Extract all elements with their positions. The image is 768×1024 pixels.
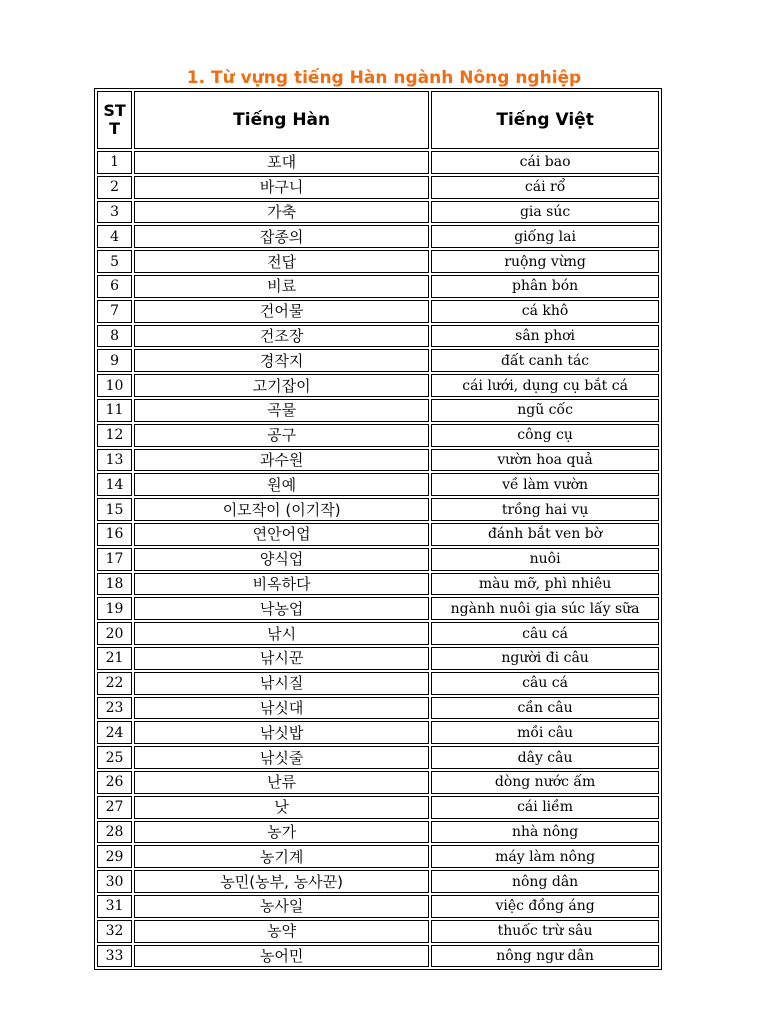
stt-cell: 2 [97,176,132,199]
table-row [97,225,659,248]
stt-cell: 17 [97,548,132,571]
vietnamese-cell: gia súc [431,201,659,224]
vietnamese-cell: câu cá [431,622,659,645]
stt-cell: 20 [97,622,132,645]
stt-cell: 28 [97,821,132,844]
table-row [97,424,659,447]
vietnamese-cell: giống lai [431,225,659,248]
korean-cell: 농약 [134,920,429,943]
vietnamese-cell: công cụ [431,424,659,447]
table-body [97,151,659,967]
korean-cell: 낚시꾼 [134,647,429,670]
vietnamese-cell: nông dân [431,870,659,893]
korean-cell: 바구니 [134,176,429,199]
vietnamese-cell: cái liềm [431,796,659,819]
vietnamese-cell: về làm vườn [431,473,659,496]
stt-cell: 10 [97,374,132,397]
stt-cell: 32 [97,920,132,943]
korean-cell: 농어민 [134,945,429,968]
stt-cell: 13 [97,449,132,472]
table-row [97,548,659,571]
table-row [97,870,659,893]
korean-cell: 이모작이 (이기작) [134,498,429,521]
vietnamese-cell: máy làm nông [431,845,659,868]
table-row [97,647,659,670]
stt-cell: 30 [97,870,132,893]
korean-cell: 고기잡이 [134,374,429,397]
korean-cell: 비옥하다 [134,573,429,596]
table-row [97,771,659,794]
table-row [97,721,659,744]
header-stt: STT [97,91,132,149]
vietnamese-cell: việc đồng áng [431,895,659,918]
korean-cell: 전답 [134,250,429,273]
stt-cell: 14 [97,473,132,496]
table-header-row [97,91,659,149]
table-row [97,151,659,174]
table-row [97,920,659,943]
vietnamese-cell: dây câu [431,746,659,769]
vietnamese-cell: nhà nông [431,821,659,844]
stt-cell: 33 [97,945,132,968]
vietnamese-cell: ruộng vừng [431,250,659,273]
korean-cell: 비료 [134,275,429,298]
vietnamese-cell: cá khô [431,300,659,323]
vietnamese-cell: màu mỡ, phì nhiêu [431,573,659,596]
korean-cell: 낙농업 [134,597,429,620]
table-row [97,523,659,546]
korean-cell: 연안어업 [134,523,429,546]
vietnamese-cell: cái bao [431,151,659,174]
vietnamese-cell: ngũ cốc [431,399,659,422]
korean-cell: 농가 [134,821,429,844]
vietnamese-cell: thuốc trừ sâu [431,920,659,943]
table-row [97,821,659,844]
vietnamese-cell: dòng nước ấm [431,771,659,794]
table-row [97,449,659,472]
table-row [97,176,659,199]
stt-cell: 26 [97,771,132,794]
stt-cell: 19 [97,597,132,620]
korean-cell: 건어물 [134,300,429,323]
korean-cell: 낚싯대 [134,697,429,720]
vocabulary-table [94,88,662,970]
vietnamese-cell: đánh bắt ven bờ [431,523,659,546]
korean-cell: 포대 [134,151,429,174]
stt-cell: 23 [97,697,132,720]
stt-cell: 6 [97,275,132,298]
table-row [97,672,659,695]
stt-cell: 24 [97,721,132,744]
table-row [97,250,659,273]
stt-cell: 5 [97,250,132,273]
stt-cell: 25 [97,746,132,769]
korean-cell: 낚싯밥 [134,721,429,744]
stt-cell: 29 [97,845,132,868]
korean-cell: 낫 [134,796,429,819]
page-title: 1. Từ vựng tiếng Hàn ngành Nông nghiệp [186,68,582,88]
vietnamese-cell: cần câu [431,697,659,720]
table-row [97,895,659,918]
vietnamese-cell: phân bón [431,275,659,298]
vietnamese-cell: đất canh tác [431,349,659,372]
stt-cell: 31 [97,895,132,918]
table-row [97,201,659,224]
korean-cell: 양식업 [134,548,429,571]
korean-cell: 낚시질 [134,672,429,695]
table-row [97,597,659,620]
table-row [97,945,659,968]
table-row [97,573,659,596]
vietnamese-cell: ngành nuôi gia súc lấy sữa [431,597,659,620]
korean-cell: 잡종의 [134,225,429,248]
vietnamese-cell: cái lưới, dụng cụ bắt cá [431,374,659,397]
korean-cell: 과수원 [134,449,429,472]
vietnamese-cell: vườn hoa quả [431,449,659,472]
stt-cell: 4 [97,225,132,248]
table-row [97,374,659,397]
table-row [97,275,659,298]
vietnamese-cell: người đi câu [431,647,659,670]
header-vietnamese: Tiếng Việt [431,91,659,149]
vietnamese-cell: nuôi [431,548,659,571]
korean-cell: 농민(농부, 농사꾼) [134,870,429,893]
stt-cell: 12 [97,424,132,447]
korean-cell: 공구 [134,424,429,447]
stt-cell: 1 [97,151,132,174]
vietnamese-cell: sân phơi [431,325,659,348]
table-row [97,300,659,323]
table-row [97,746,659,769]
stt-cell: 7 [97,300,132,323]
korean-cell: 건조장 [134,325,429,348]
stt-cell: 9 [97,349,132,372]
table-row [97,399,659,422]
stt-cell: 16 [97,523,132,546]
stt-cell: 11 [97,399,132,422]
vietnamese-cell: trồng hai vụ [431,498,659,521]
korean-cell: 경작지 [134,349,429,372]
vietnamese-cell: mồi câu [431,721,659,744]
stt-cell: 18 [97,573,132,596]
table-row [97,473,659,496]
korean-cell: 가축 [134,201,429,224]
table-row [97,697,659,720]
stt-cell: 27 [97,796,132,819]
stt-cell: 8 [97,325,132,348]
korean-cell: 농기계 [134,845,429,868]
stt-cell: 21 [97,647,132,670]
vietnamese-cell: nông ngư dân [431,945,659,968]
table-row [97,622,659,645]
korean-cell: 낚시 [134,622,429,645]
table-row [97,349,659,372]
vietnamese-cell: câu cá [431,672,659,695]
korean-cell: 농사일 [134,895,429,918]
table-row [97,845,659,868]
korean-cell: 원예 [134,473,429,496]
korean-cell: 낚싯줄 [134,746,429,769]
vietnamese-cell: cái rổ [431,176,659,199]
header-korean: Tiếng Hàn [134,91,429,149]
stt-cell: 15 [97,498,132,521]
stt-cell: 3 [97,201,132,224]
table-row [97,796,659,819]
table-row [97,498,659,521]
korean-cell: 곡물 [134,399,429,422]
stt-cell: 22 [97,672,132,695]
korean-cell: 난류 [134,771,429,794]
table-row [97,325,659,348]
